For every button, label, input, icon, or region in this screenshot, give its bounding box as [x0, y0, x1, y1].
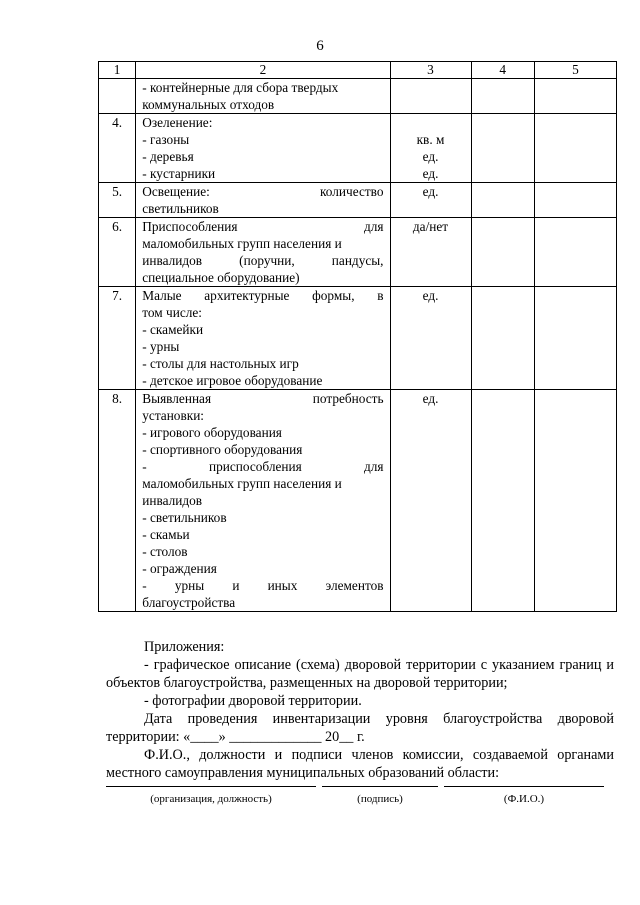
indicator-cell: [136, 287, 390, 390]
indicator-line: Малые архитектурные формы, в: [142, 288, 384, 303]
indicator-cell: [136, 114, 390, 183]
indicator-line: - приспособления для: [142, 459, 384, 474]
indicator-line: коммунальных отходов: [142, 97, 275, 112]
indicator-line: - спортивного оборудования: [142, 442, 303, 457]
unit-cell: [390, 218, 471, 287]
appendix-item-text: - графическое описание (схема) дворовой территории с указанием границ и объектов благоустройства, размещенных на дворовой территории;: [106, 657, 614, 691]
header-cell: 3: [390, 62, 471, 79]
empty-cell: [534, 183, 616, 218]
unit-line: кв. м: [416, 132, 445, 147]
table-row: [99, 287, 617, 390]
empty-cell: [471, 287, 534, 390]
indicator-line: - игрового оборудования: [142, 425, 282, 440]
table-row: [99, 79, 617, 114]
indicator-cell: [136, 390, 390, 612]
header-cell: 4: [471, 62, 534, 79]
appendix-item-text: - фотографии дворовой территории.: [144, 693, 362, 709]
unit-cell: [390, 114, 471, 183]
indicator-cell: [136, 218, 390, 287]
indicator-line: - скамейки: [142, 322, 204, 337]
unit-cell: [390, 79, 471, 114]
header-cell: 1: [99, 62, 136, 79]
label-signature: (подпись): [357, 793, 403, 805]
indicator-line: инвалидов: [142, 493, 203, 508]
label-organization: (организация, должность): [150, 793, 272, 805]
commission-text: Ф.И.О., должности и подписи членов комиссии, создаваемой органами местного самоуправления муниципальных образований области:: [106, 747, 614, 781]
signature-line-signature: [322, 786, 438, 787]
appendix-heading: Приложения:: [144, 639, 225, 655]
row-number-cell: 8.: [99, 390, 136, 612]
signature-line-organization: [106, 786, 316, 787]
empty-cell: [471, 183, 534, 218]
table-row: [99, 218, 617, 287]
indicator-line: специальное оборудование): [142, 270, 300, 285]
empty-cell: [534, 287, 616, 390]
indicator-line: - столы для настольных игр: [142, 356, 299, 371]
indicator-line: - столов: [142, 544, 188, 559]
indicator-line: Озеленение:: [142, 115, 213, 130]
inventory-date-text: Дата проведения инвентаризации уровня благоустройства дворовой территории: «____» _____________ 20__ г.: [106, 711, 614, 745]
indicator-line: инвалидов (поручни, пандусы,: [142, 253, 384, 268]
indicator-line: - урны и иных элементов: [142, 578, 384, 593]
indicator-cell: [136, 183, 390, 218]
empty-cell: [534, 79, 616, 114]
indicator-line: - кустарники: [142, 166, 216, 181]
table-row: [99, 183, 617, 218]
empty-cell: [534, 114, 616, 183]
indicator-line: - газоны: [142, 132, 190, 147]
table-row: [99, 390, 617, 612]
commission-paragraph: [106, 746, 614, 782]
unit-cell: [390, 183, 471, 218]
unit-line: ед.: [422, 149, 439, 164]
empty-cell: [534, 390, 616, 612]
indicator-line: благоустройства: [142, 595, 236, 610]
unit-line: да/нет: [412, 219, 449, 234]
indicator-line: том числе:: [142, 305, 202, 320]
indicator-cell: [136, 79, 390, 114]
unit-line: ед.: [422, 184, 439, 199]
indicator-line: - деревья: [142, 149, 194, 164]
table-row: [99, 114, 617, 183]
appendix-item-2: [106, 692, 614, 710]
row-number-cell: [99, 79, 136, 114]
page-number: 6: [316, 38, 324, 54]
table-header-row: [99, 62, 617, 79]
indicator-line: - урны: [142, 339, 180, 354]
row-number-cell: 5.: [99, 183, 136, 218]
unit-cell: [390, 287, 471, 390]
indicator-line: Приспособления для: [142, 219, 384, 234]
unit-line: ед.: [422, 391, 439, 406]
unit-line: ед.: [422, 288, 439, 303]
unit-line: [391, 114, 471, 131]
inventory-date: [106, 710, 614, 746]
signature-line-name: [444, 786, 604, 787]
indicator-line: маломобильных групп населения и: [142, 476, 342, 491]
inventory-table: [98, 61, 617, 612]
appendix-item-1: [106, 656, 614, 692]
empty-cell: [471, 79, 534, 114]
header-cell: 5: [534, 62, 616, 79]
unit-cell: [390, 390, 471, 612]
indicator-line: Освещение: количество: [142, 184, 384, 199]
indicator-line: установки:: [142, 408, 205, 423]
indicator-line: светильников: [142, 201, 219, 216]
indicator-line: - ограждения: [142, 561, 217, 576]
row-number-cell: 6.: [99, 218, 136, 287]
unit-line: ед.: [422, 166, 439, 181]
indicator-line: маломобильных групп населения и: [142, 236, 342, 251]
label-name: (Ф.И.О.): [503, 793, 545, 805]
indicator-line: Выявленная потребность: [142, 391, 384, 406]
empty-cell: [471, 114, 534, 183]
row-number-cell: 7.: [99, 287, 136, 390]
header-cell: 2: [136, 62, 390, 79]
appendix-title: [106, 638, 614, 656]
indicator-line: - скамьи: [142, 527, 190, 542]
empty-cell: [534, 218, 616, 287]
row-number-cell: 4.: [99, 114, 136, 183]
indicator-line: - светильников: [142, 510, 227, 525]
empty-cell: [471, 218, 534, 287]
indicator-line: - контейнерные для сбора твердых: [142, 80, 339, 95]
empty-cell: [471, 390, 534, 612]
indicator-line: - детское игровое оборудование: [142, 373, 323, 388]
